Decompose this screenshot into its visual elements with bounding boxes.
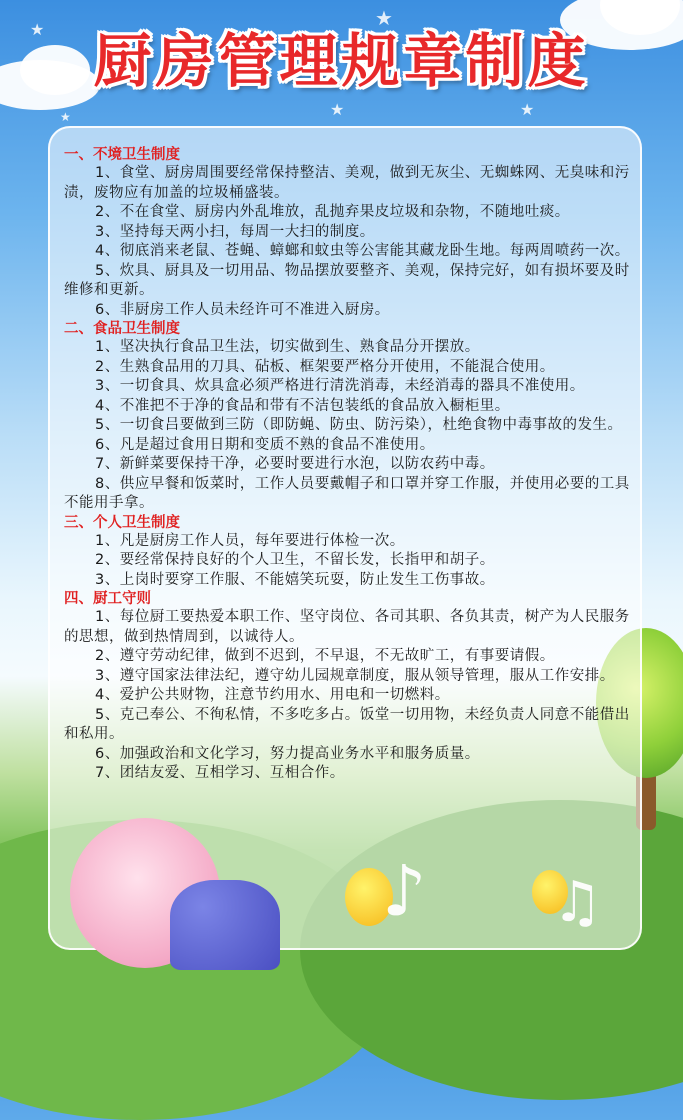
rule-item: 7、新鲜菜要保持干净，必要时要进行水泡，以防农药中毒。 bbox=[95, 456, 495, 472]
star-icon: ★ bbox=[520, 100, 535, 119]
rule-item: 6、加强政治和文化学习，努力提高业务水平和服务质量。 bbox=[95, 745, 480, 762]
rules-content bbox=[64, 146, 636, 784]
rule-item: 2、要经常保持良好的个人卫生，不留长发，长指甲和胡子。 bbox=[95, 552, 495, 568]
rule-item: 1、坚决执行食品卫生法，切实做到生、熟食品分开摆放。 bbox=[95, 339, 480, 355]
section-heading: 二、食品卫生制度 bbox=[64, 321, 180, 337]
rule-item: 2、遵守劳动纪律，做到不迟到，不早退，不无故旷工，有事要请假。 bbox=[95, 648, 555, 664]
rule-item: 2、生熟食品用的刀具、砧板、框架要严格分开使用，不能混合使用。 bbox=[95, 358, 555, 375]
section-heading: 四、厨工守则 bbox=[64, 591, 151, 607]
section-heading: 三、个人卫生制度 bbox=[64, 514, 180, 531]
rule-item: 3、遵守国家法律法纪，遵守幼儿园规章制度，服从领导管理，服从工作安排。 bbox=[95, 667, 615, 684]
rule-item: 6、非厨房工作人员未经许可不准进入厨房。 bbox=[95, 301, 390, 318]
rule-item: 1、每位厨工要热爱本职工作、坚守岗位、各司其职、各负其责，树产为人民服务的思想，做到热情周到，以诚待人。 bbox=[64, 609, 630, 645]
section-food-hygiene bbox=[64, 320, 636, 514]
rule-item: 1、凡是厨房工作人员，每年要进行体检一次。 bbox=[95, 532, 405, 549]
elephant-blanket-icon bbox=[170, 880, 280, 970]
music-note-icon: ♫ bbox=[552, 870, 603, 935]
star-icon: ★ bbox=[60, 110, 71, 124]
rule-item: 5、一切食吕要做到三防（即防蝇、防虫、防污染），杜绝食物中毒事故的发生。 bbox=[95, 417, 623, 433]
star-icon: ★ bbox=[375, 6, 393, 30]
rule-item: 4、不准把不于净的食品和带有不洁包装纸的食品放入橱柜里。 bbox=[95, 397, 510, 414]
section-environment bbox=[64, 146, 636, 320]
rule-item: 3、一切食具、炊具盒必须严格进行清洗消毒，未经消毒的器具不准使用。 bbox=[95, 378, 585, 394]
rule-item: 1、食堂、厨房周围要经常保持整洁、美观，做到无灰尘、无蜘蛛网、无臭味和污渍，废物应有加盖的垃圾桶盛装。 bbox=[64, 165, 630, 201]
section-cook-rules bbox=[64, 590, 636, 784]
rule-item: 3、上岗时要穿工作服、不能嬉笑玩耍，防止发生工伤事故。 bbox=[95, 571, 495, 588]
rule-item: 7、团结友爱、互相学习、互相合作。 bbox=[95, 765, 345, 781]
rule-item: 5、克己奉公、不徇私情，不多吃多占。饭堂一切用物，未经负责人同意不能借出和私用。 bbox=[64, 706, 630, 742]
rule-item: 4、爱护公共财物，注意节约用水、用电和一切燃料。 bbox=[95, 687, 450, 703]
page-title: 厨房管理规章制度 bbox=[93, 27, 590, 95]
rule-item: 6、凡是超过食用日期和变质不熟的食品不准使用。 bbox=[95, 436, 435, 453]
star-icon: ★ bbox=[30, 20, 45, 39]
rule-item: 5、炊具、厨具及一切用品、物品摆放要整齐、美观，保持完好，如有损坏要及时维修和更新。 bbox=[64, 262, 630, 298]
rule-item: 8、供应早餐和饭菜时，工作人员要戴帽子和口罩并穿工作服，并使用必要的工具不能用手拿。 bbox=[64, 475, 630, 511]
rule-item: 4、彻底消来老鼠、苍蝇、蟑螂和蚊虫等公害能其藏龙卧生地。每两周喷药一次。 bbox=[95, 243, 630, 259]
rule-item: 3、坚持每天两小扫，每周一大扫的制度。 bbox=[95, 223, 375, 240]
star-icon: ★ bbox=[330, 100, 345, 119]
section-heading: 一、不境卫生制度 bbox=[64, 147, 180, 163]
section-personal-hygiene bbox=[64, 514, 636, 591]
music-note-icon: ♪ bbox=[382, 850, 427, 932]
rule-item: 2、不在食堂、厨房内外乱堆放，乱抛弃果皮垃圾和杂物，不随地吐痰。 bbox=[95, 204, 570, 220]
